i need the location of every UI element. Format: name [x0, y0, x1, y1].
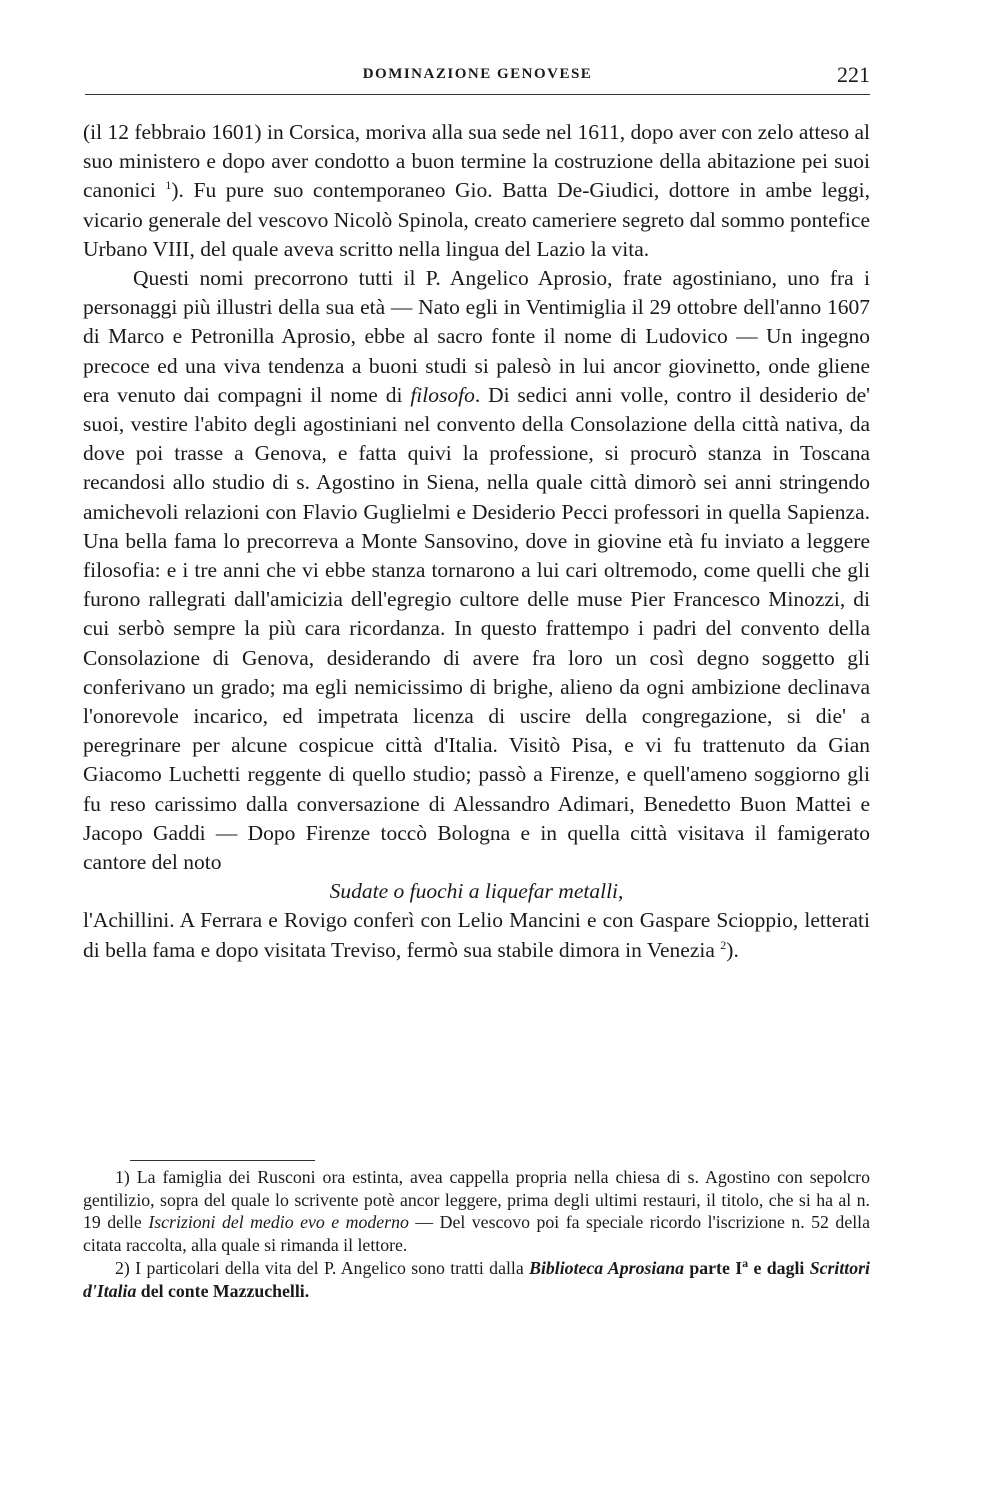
page-number: 221	[837, 62, 870, 87]
footnotes	[83, 1166, 870, 1302]
footnote-rule	[130, 1160, 315, 1161]
verse-quote: Sudate o fuochi a liquefar metalli,	[329, 879, 624, 904]
paragraph-1-text-b: ). Fu pure suo contemporaneo Gio. Batta De-Giudici, dottore in ambe leggi, vicario generale del vescovo Nicolò Spinola, creato cameriere segreto dal sommo pontefice Urbano VIII, del quale aveva scritto nella lingua del Lazio la vita.	[83, 178, 870, 261]
footnote-2	[83, 1257, 870, 1302]
main-text	[83, 118, 870, 965]
paragraph-1-text-a: (il 12 febbraio 1601) in Corsica, moriva alla sua sede nel 1611, dopo aver con zelo atteso al suo ministero e dopo aver condotto a buon termine la costruzione della abitazione pei suoi canonici	[83, 120, 870, 203]
footnote-2-text-c: e dagli	[748, 1257, 810, 1278]
footnote-1-text-a: 1) La famiglia dei Rusconi ora estinta, avea cappella propria nella chiesa di s. Agostino con sepolcro gentilizio, sopra del quale lo scrivente potè ancor leggere, prima degli ultimi restauri, il titolo, che si ha al n. 19 delle	[83, 1167, 870, 1233]
running-head	[85, 62, 870, 96]
footnote-ref-2: 2	[720, 937, 727, 952]
footnote-2-italic-title-1: Biblioteca Aprosiana	[529, 1257, 684, 1278]
footnote-ref-1: 1	[165, 178, 172, 193]
paragraph-3-text-b: ).	[726, 937, 739, 962]
paragraph-2	[83, 264, 870, 877]
footnote-1	[83, 1166, 870, 1257]
footnote-1-text-b: — Del vescovo poi fa speciale ricordo l'iscrizione n. 52 della citata raccolta, alla quale si rimanda il lettore.	[83, 1212, 870, 1256]
footnote-1-italic: Iscrizioni del medio evo e moderno	[148, 1212, 409, 1233]
footnote-2-superscript: a	[742, 1255, 749, 1270]
paragraph-1	[83, 118, 870, 264]
footnote-2-text-a: 2) I particolari della vita del P. Angelico sono tratti dalla	[115, 1257, 530, 1278]
footnote-2-italic-title-2: Scrittori d'Italia	[83, 1257, 870, 1301]
paragraph-3	[83, 906, 870, 964]
paragraph-2-text-b: . Di sedici anni volle, contro il desiderio de' suoi, vestire l'abito degli agostiniani nel convento della Consolazione della città nativa, da dove poi trasse a Genova, e fatta quivi la professione, si procurò stanza in Toscana recandosi allo studio di s. Agostino in Siena, nella quale città dimorò sei anni stringendo amichevoli relazioni con Flavio Guglielmi e Desiderio Pecci professori in quella Sapienza. Una bella fama lo precorreva a Monte Sansovino, dove in giovine età fu inviato a leggere filosofia: e i tre anni che vi ebbe stanza tornarono a lui cari oltremodo, come quelli che gli furono rallegrati dall'amicizia dell'egregio cultore delle muse Pier Francesco Minozzi, di cui serbò sempre la più cara ricordanza. In questo frattempo i padri del convento della Consolazione di Genova, desiderando di avere fra loro un così degno soggetto gli conferivano un grado; ma egli nemicissimo di brighe, alieno da ogni ambizione declinava l'onorevole incarico, ed impetrata licenza di uscire della congregazione, si die' a peregrinare per alcune cospicue città d'Italia. Visitò Pisa, e vi fu trattenuto da Gian Giacomo Luchetti reggente di quello studio; passò a Firenze, e quell'ameno soggiorno gli fu reso carissimo dalla conversazione di Alessandro Adimari, Benedetto Buon Mattei e Jacopo Gaddi — Dopo Firenze toccò Bologna e in quella città visitava il famigerato cantore del noto	[83, 382, 870, 875]
header-rule	[85, 94, 870, 95]
paragraph-2-italic: filosofo	[410, 382, 475, 407]
footnote-2-text-b: parte I	[684, 1257, 743, 1278]
running-title: DOMINAZIONE GENOVESE	[362, 66, 593, 82]
paragraph-3-text-a: l'Achillini. A Ferrara e Rovigo conferì con Lelio Mancini e con Gaspare Scioppio, letterati di bella fama e dopo visitata Treviso, fermò sua stabile dimora in Venezia	[83, 908, 870, 962]
footnote-2-text-d: del conte Mazzuchelli.	[136, 1280, 310, 1301]
paragraph-2-text-a: Questi nomi precorrono tutti il P. Angelico Aprosio, frate agostiniano, uno fra i personaggi più illustri della sua età — Nato egli in Ventimiglia il 29 ottobre dell'anno 1607 di Marco e Petronilla Aprosio, ebbe al sacro fonte il nome di Ludovico — Un ingegno precoce ed una viva tendenza a buoni studi si palesò in lui ancor giovinetto, onde gliene era venuto dai compagni il nome di	[83, 266, 870, 407]
